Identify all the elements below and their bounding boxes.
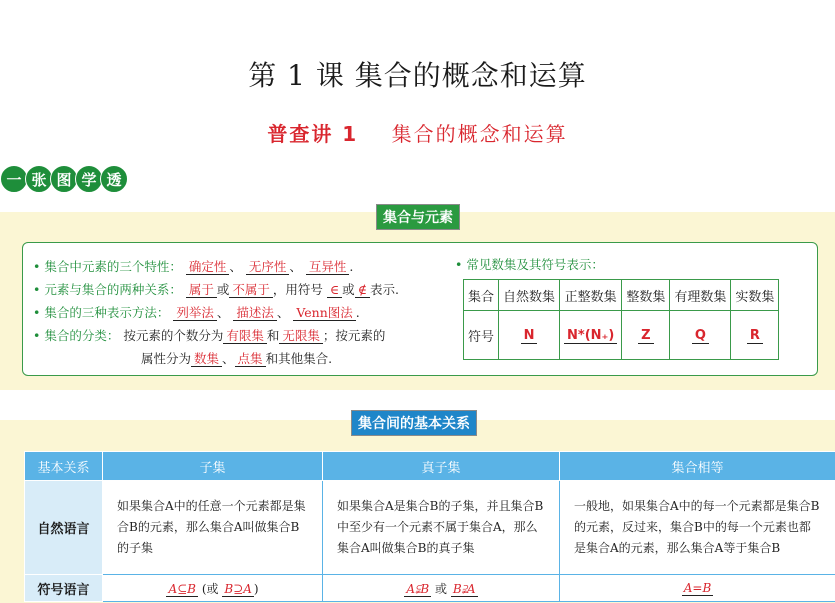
badge-char: 图 (50, 165, 78, 193)
list-item: • 集合的分类： 按元素的个数分为 有限集 和 无限集 ；按元素的 (33, 328, 386, 343)
table-cell: 正整数集 (560, 280, 622, 311)
table-cell: 如果集合A中的任意一个元素都是集合B的元素，那么集合A叫做集合B的子集 (103, 481, 323, 575)
table-cell: 如果集合A是集合B的子集，并且集合B中至少有一个元素不属于集合A，那么集合A叫做集合B的真子集 (323, 481, 560, 575)
table-cell: 符号 (464, 311, 499, 360)
badge-char: 学 (75, 165, 103, 193)
table-header: 集合相等 (560, 452, 835, 481)
set-properties-list (33, 255, 463, 370)
table-cell: R (731, 311, 779, 360)
table-cell: 有理数集 (670, 280, 731, 311)
table-row (25, 481, 835, 575)
table-row (25, 452, 835, 481)
badge-char: 张 (25, 165, 53, 193)
table-cell: 自然数集 (499, 280, 560, 311)
section1-title: 集合与元素 (376, 204, 460, 230)
row-header: 符号语言 (25, 575, 103, 602)
table-row (464, 280, 779, 311)
table-cell: 实数集 (731, 280, 779, 311)
section-badge (0, 165, 125, 193)
row-header: 自然语言 (25, 481, 103, 575)
table-cell: 集合 (464, 280, 499, 311)
table-header: 真子集 (323, 452, 560, 481)
page-subtitle (0, 118, 835, 147)
table-cell: A⫋B 或 B⫌A (323, 575, 560, 602)
number-sets-panel: • 常见数集及其符号表示： 集合 自然数集 正整数集 整数集 有理数集 实数集 符号 N N*(N₊) Z Q R (455, 255, 779, 360)
table-cell: 整数集 (622, 280, 670, 311)
section2-title: 集合间的基本关系 (351, 410, 477, 436)
table-row (25, 575, 835, 602)
subtitle-topic: 集合的概念和运算 (391, 122, 568, 146)
table-header: 子集 (103, 452, 323, 481)
table-row (464, 311, 779, 360)
set-element-box (22, 242, 818, 376)
table-cell: Q (670, 311, 731, 360)
table-cell: 一般地，如果集合A中的每一个元素都是集合B的元素，反过来，集合B中的每一个元素也都是集合A的元素，那么集合A等于集合B (560, 481, 835, 575)
list-item: • 元素与集合的两种关系： 属于 或 不属于 ，用符号 ∈ 或 ∉ 表示. (33, 282, 399, 297)
badge-char: 透 (100, 165, 128, 193)
set-relations-table (24, 451, 835, 602)
list-item: • 集合中元素的三个特性： 确定性 、 无序性 、 互异性 . (33, 259, 354, 274)
table-cell: A⊆B (或 B⊇A ) (103, 575, 323, 602)
subtitle-lecture: 普查讲 1 (267, 122, 359, 146)
number-sets-label: 常见数集及其符号表示： (466, 257, 604, 272)
list-item: 属性分为 数集 、 点集 和其他集合. (141, 351, 333, 366)
page-title: 第 1 课 集合的概念和运算 (248, 59, 587, 92)
table-cell: Z (622, 311, 670, 360)
table-cell: A=B (560, 575, 835, 602)
table-cell: N (499, 311, 560, 360)
list-item: • 集合的三种表示方法： 列举法 、 描述法 、 Venn图法 . (33, 305, 360, 320)
table-cell: N*(N₊) (560, 311, 622, 360)
badge-char: 一 (0, 165, 28, 193)
table-header: 基本关系 (25, 452, 103, 481)
number-sets-table (463, 279, 779, 360)
